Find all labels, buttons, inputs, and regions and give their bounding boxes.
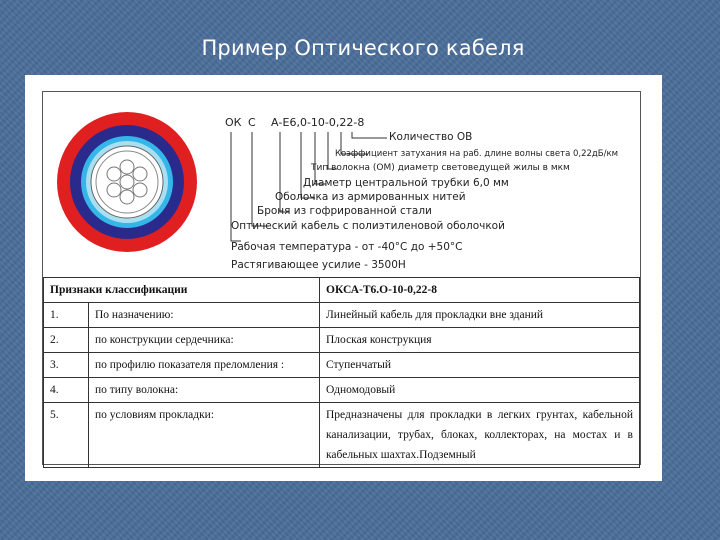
label-fiber-type: Тип волокна (ОМ) диаметр световедущей жилы в мкм	[311, 163, 570, 173]
table-row	[44, 378, 640, 403]
label-attenuation: Коэффициент затухания на раб. длине волны света 0,22дБ/км	[335, 149, 619, 159]
row-criterion: по типу волокна:	[89, 378, 320, 403]
label-temperature: Рабочая температура - от -40°С до +50°С	[231, 241, 463, 253]
row-value: Предназначены для прокладки в легких грунтах, кабельной канализации, трубах, блоках, коллекторах, на мостах и в кабельных шахтах.Подземный	[320, 403, 640, 468]
label-tension: Растягивающее усилие - 3500Н	[231, 259, 406, 271]
table-row	[44, 328, 640, 353]
table-row	[44, 353, 640, 378]
row-criterion: по условиям прокладки:	[89, 403, 320, 468]
table-header-row	[44, 278, 640, 303]
fiber	[120, 175, 134, 189]
row-number: 1.	[44, 303, 89, 328]
row-criterion: По назначению:	[89, 303, 320, 328]
row-value: Одномодовый	[320, 378, 640, 403]
table-row	[44, 403, 640, 468]
code-ok: ОК	[225, 116, 242, 129]
label-aramid-sheath: Оболочка из армированных нитей	[275, 191, 466, 203]
label-steel-armor: Броня из гофрированной стали	[257, 205, 432, 217]
row-value: Плоская конструкция	[320, 328, 640, 353]
row-number: 3.	[44, 353, 89, 378]
fiber	[120, 190, 134, 204]
row-number: 4.	[44, 378, 89, 403]
content-frame	[42, 91, 641, 465]
row-criterion: по конструкции сердечника:	[89, 328, 320, 353]
fiber	[133, 167, 147, 181]
label-fiber-count: Количество ОВ	[389, 131, 473, 143]
classification-table	[43, 277, 640, 468]
row-value: Линейный кабель для прокладки вне зданий	[320, 303, 640, 328]
cable-cross-section	[43, 92, 223, 277]
fiber	[107, 183, 121, 197]
code-s: С	[248, 116, 256, 129]
row-number: 2.	[44, 328, 89, 353]
table-row	[44, 303, 640, 328]
header-value: ОКСА-Т6.О-10-0,22-8	[320, 278, 640, 303]
label-tube-diameter: Диаметр центральной трубки 6,0 мм	[303, 177, 509, 189]
content-panel	[25, 75, 662, 481]
label-pe-sheath: Оптический кабель с полиэтиленовой оболочкой	[231, 220, 505, 232]
code-main: А-Е6,0-10-0,22-8	[271, 116, 365, 129]
row-criterion: по профилю показателя преломления :	[89, 353, 320, 378]
fiber	[120, 160, 134, 174]
fiber	[107, 167, 121, 181]
row-value: Ступенчатый	[320, 353, 640, 378]
fiber	[133, 183, 147, 197]
slide-title: Пример Оптического кабеля	[201, 36, 525, 60]
header-criterion: Признаки классификации	[44, 278, 320, 303]
row-number: 5.	[44, 403, 89, 468]
